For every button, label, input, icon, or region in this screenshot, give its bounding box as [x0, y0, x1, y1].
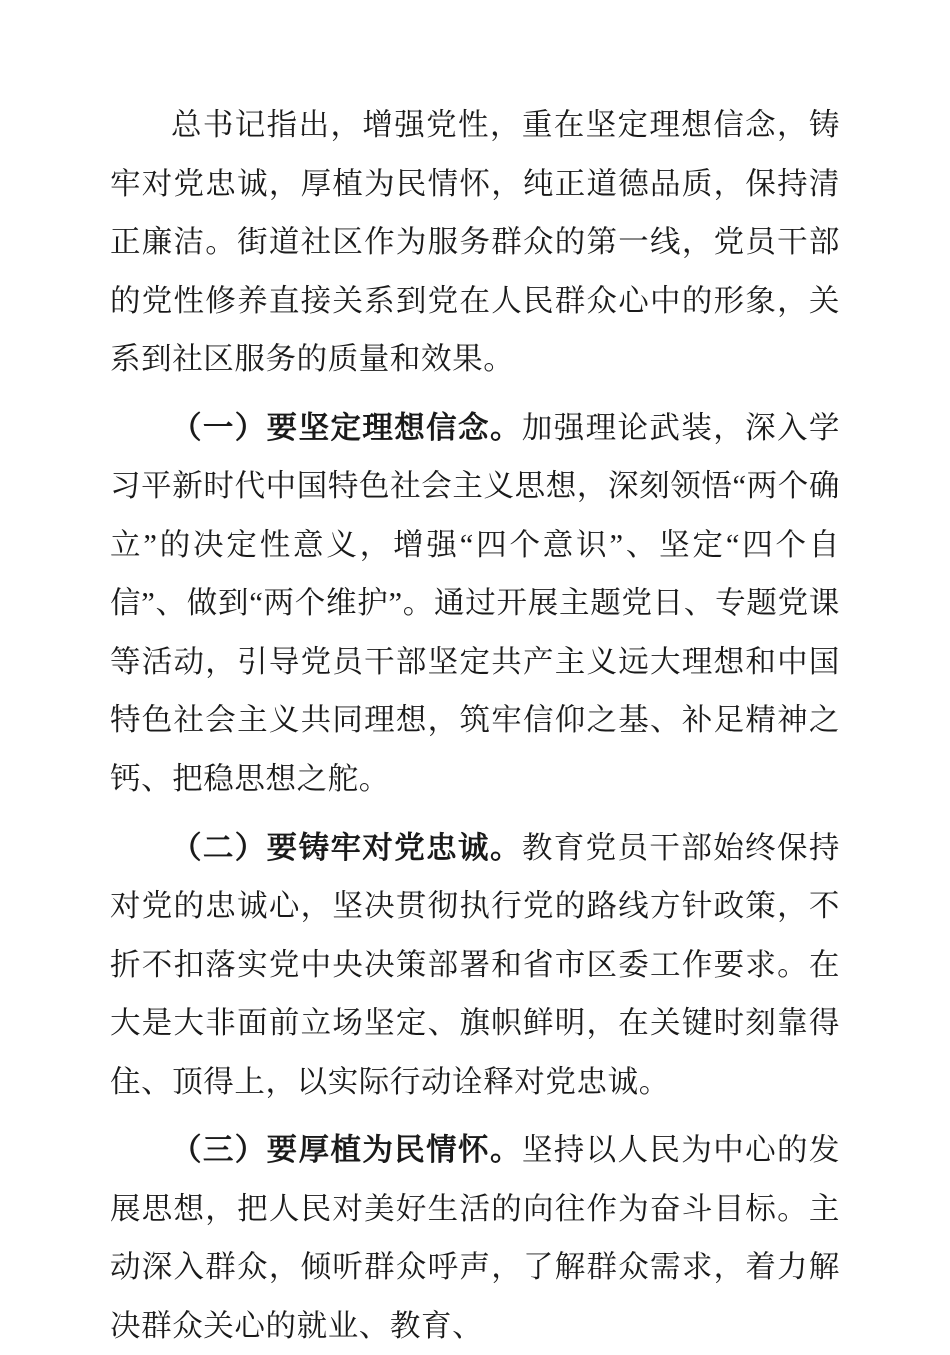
paragraph-text: 总书记指出，增强党性，重在坚定理想信念，铸牢对党忠诚，厚植为民情怀，纯正道德品质，保持清正廉洁。街道社区作为服务群众的第一线，党员干部的党性修养直接关系到党在人民群众心中的形象，关系到社区服务的质量和效果。 — [110, 108, 840, 377]
paragraph-text: 教育党员干部始终保持对党的忠诚心，坚决贯彻执行党的路线方针政策，不折不扣落实党中央决策部署和省市区委工作要求。在大是大非面前立场坚定、旗帜鲜明，在关键时刻靠得住、顶得上，以实际行动诠释对党忠诚。 — [110, 830, 840, 1099]
paragraph-intro — [110, 96, 840, 389]
document-body — [110, 96, 840, 1355]
section-heading-one: （一）要坚定理想信念。 — [171, 410, 522, 445]
paragraph-section-three — [110, 1121, 840, 1355]
paragraph-text: 加强理论武装，深入学习平新时代中国特色社会主义思想，深刻领悟“两个确立”的决定性意义，增强“四个意识”、坚定“四个自信”、做到“两个维护”。通过开展主题党日、专题党课等活动，引导党员干部坚定共产主义远大理想和中国特色社会主义共同理想，筑牢信仰之基、补足精神之钙、把稳思想之舵。 — [110, 410, 840, 797]
paragraph-section-one — [110, 399, 840, 809]
section-heading-two: （二）要铸牢对党忠诚。 — [171, 830, 522, 865]
paragraph-text: 坚持以人民为中心的发展思想，把人民对美好生活的向往作为奋斗目标。主动深入群众，倾听群众呼声，了解群众需求，着力解决群众关心的就业、教育、 — [110, 1133, 840, 1343]
paragraph-section-two — [110, 819, 840, 1112]
section-heading-three: （三）要厚植为民情怀。 — [171, 1133, 522, 1168]
